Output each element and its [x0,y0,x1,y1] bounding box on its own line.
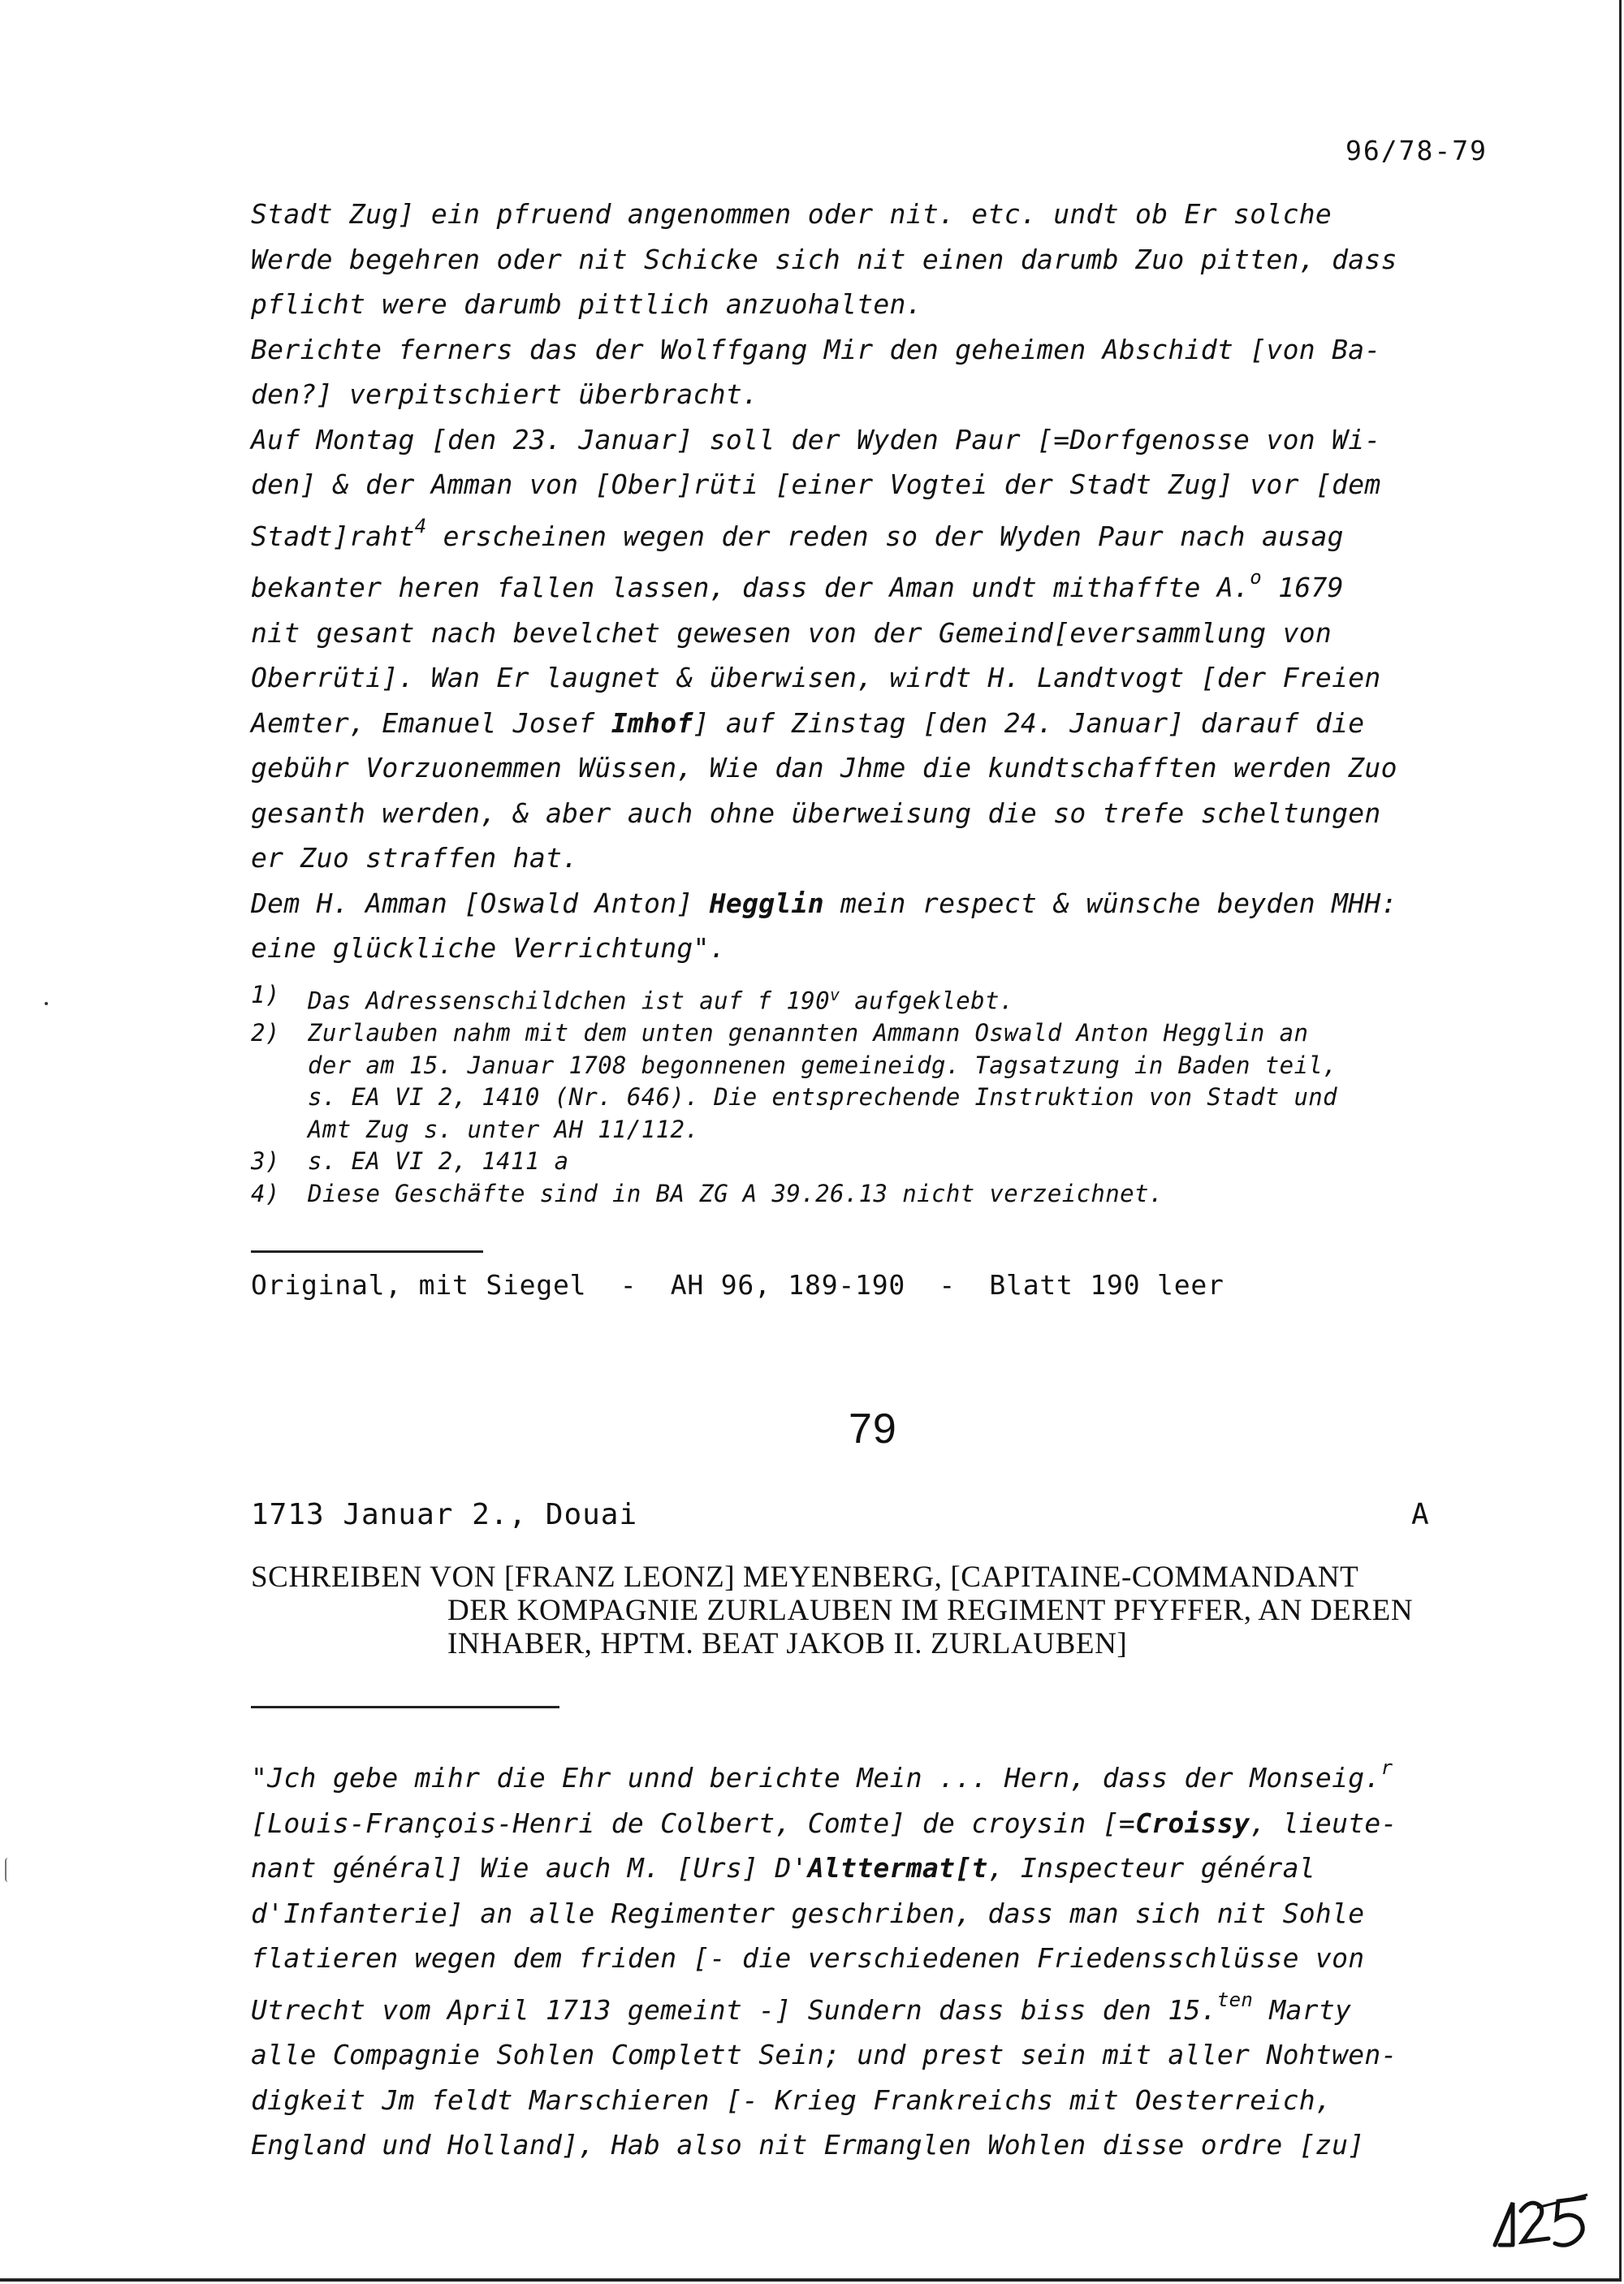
footnote-text: Diese Geschäfte sind in BA ZG A 39.26.13 nicht verzeichnet. [308,1179,1164,1207]
bold-name: Alttermat[t [807,1852,988,1884]
text-line: d'Infanterie] an alle Regimenter geschriben, dass man sich nit Sohle [251,1897,1365,1929]
heading-line: SCHREIBEN VON [FRANZ LEONZ] MEYENBERG, [CAPITAINE-COMMANDANT [251,1561,1359,1594]
text-line [251,559,1518,611]
text-line: Stadt Zug] ein pfruend angenommen oder nit. etc. undt ob Er solche [251,198,1332,230]
section-divider [251,1250,483,1253]
document-heading [251,1561,1550,1660]
footnote-text [308,979,1014,1017]
continued-letter-text [251,192,1518,971]
footnote-line: Amt Zug s. unter AH 11/112. [308,1115,700,1143]
text-line: flatieren wegen dem friden [- die verschiedenen Friedensschlüsse von [251,1942,1365,1974]
text-segment: Dem H. Amman [Oswald Anton] [251,887,710,919]
superscript: r [1380,1756,1393,1779]
margin-mark [5,1858,11,1882]
document-number: 79 [849,1405,897,1453]
text-line [251,507,1518,559]
letter-text [251,1749,1534,2168]
text-segment: ] auf Zinstag [den 24. Januar] darauf die [693,706,1365,739]
text-segment: Marty [1253,1993,1352,2026]
text-line: England und Holland], Hab also nit Ermanglen Wohlen disse ordre [zu] [251,2129,1365,2161]
footnote-number: 3) [251,1147,280,1176]
footnote-number: 1) [251,981,280,1008]
margin-speck [45,1002,48,1005]
text-line: Auf Montag [den 23. Januar] soll der Wyden Paur [=Dorfgenosse von Wi- [251,423,1381,456]
superscript: ten [1216,1988,1254,2011]
footnote-line: s. EA VI 2, 1410 (Nr. 646). Die entsprechende Instruktion von Stadt und [308,1083,1338,1112]
text-segment: mein respect & wünsche beyden MHH: [823,887,1397,919]
text-line: Berichte ferners das der Wolffgang Mir den geheimen Abschidt [von Ba- [251,333,1381,365]
text-line: alle Compagnie Sohlen Complett Sein; und prest sein mit aller Nohtwen- [251,2039,1397,2070]
text-line: den?] verpitschiert überbracht. [251,378,759,410]
footnote [251,1017,1518,1146]
text-line: nit gesant nach bevelchet gewesen von der Gemeind[eversammlung von [251,616,1332,649]
footnote-number: 2) [251,1019,280,1047]
footnotes [251,979,1518,1210]
heading-line: INHABER, HPTM. BEAT JAKOB II. ZURLAUBEN] [447,1627,1128,1660]
text-line [251,1749,1534,1801]
handwritten-folio-number [1488,2187,1596,2252]
bold-name: Croissy [1135,1807,1250,1839]
text-segment: bekanter heren fallen lassen, dass der Aman undt mithaffte A. [251,572,1250,603]
text-segment: Das Adressenschildchen ist auf f 190 [308,987,830,1015]
footnote-line: der am 15. Januar 1708 begonnenen gemeineidg. Tagsatzung in Baden teil, [308,1051,1338,1079]
text-line [251,1846,1534,1891]
document-category: A [1411,1498,1429,1531]
text-segment: [Louis-François-Henri de Colbert, Comte] de croysin [= [251,1807,1136,1839]
text-line: Oberrüti]. Wan Er laugnet & überwisen, wirdt H. Landtvogt [der Freien [251,662,1381,693]
text-segment: aufgeklebt. [840,987,1014,1015]
text-line: Werde begehren oder nit Schicke sich nit einen darumb Zuo pitten, dass [251,243,1397,275]
text-segment: Utrecht vom April 1713 gemeint -] Sundern dass biss den 15. [251,1993,1217,2026]
text-line: gebühr Vorzuonemmen Wüssen, Wie dan Jhme die kundtschafften werden Zuo [251,752,1397,784]
text-segment: "Jch gebe mihr die Ehr unnd berichte Mein ... Hern, dass der Monseig. [251,1762,1381,1794]
text-line: eine glückliche Verrichtung". [251,932,726,964]
footnote-text: s. EA VI 2, 1411 a [308,1147,569,1176]
footnote-text [308,1017,1337,1146]
page-reference: 96/78-79 [1345,135,1488,166]
section-divider [251,1706,559,1708]
text-line: er Zuo straffen hat. [251,842,579,874]
text-line [251,1801,1534,1846]
superscript: v [829,985,840,1004]
bold-name: Imhof [611,706,693,739]
footnote-marker: 4 [414,514,427,538]
footnote-number: 4) [251,1179,280,1207]
text-segment: , Inspecteur général [987,1852,1315,1884]
text-line [251,701,1518,746]
text-line [251,1981,1534,2033]
footnote [251,1178,1518,1211]
text-segment: Aemter, Emanuel Josef [251,706,611,739]
text-segment: erscheinen wegen der reden so der Wyden Paur nach ausag [426,520,1344,552]
text-line: gesanth werden, & aber auch ohne überweisung die so trefe scheltungen [251,797,1381,829]
footnote [251,979,1518,1017]
text-line: den] & der Amman von [Ober]rüti [einer Vogtei der Stadt Zug] vor [dem [251,468,1381,500]
superscript: o [1250,566,1262,589]
text-segment: , lieute- [1250,1807,1397,1839]
footnote [251,1146,1518,1178]
text-line: pflicht were darumb pittlich anzuohalten. [251,288,922,320]
text-line [251,881,1518,926]
heading-line: DER KOMPAGNIE ZURLAUBEN IM REGIMENT PFYFFER, AN DEREN [447,1594,1414,1627]
date-place: 1713 Januar 2., Douai [251,1498,638,1531]
footnote-line: Zurlauben nahm mit dem unten genannten Ammann Oswald Anton Hegglin an [308,1019,1309,1047]
source-line: Original, mit Siegel - AH 96, 189-190 - Blatt 190 leer [251,1269,1224,1301]
text-segment: 1679 [1261,572,1344,603]
text-segment: nant général] Wie auch M. [Urs] D' [251,1852,808,1884]
text-line: digkeit Jm feldt Marschieren [- Krieg Frankreichs mit Oesterreich, [251,2083,1332,2116]
text-segment: Stadt]raht [251,520,415,552]
bold-name: Hegglin [709,887,824,919]
